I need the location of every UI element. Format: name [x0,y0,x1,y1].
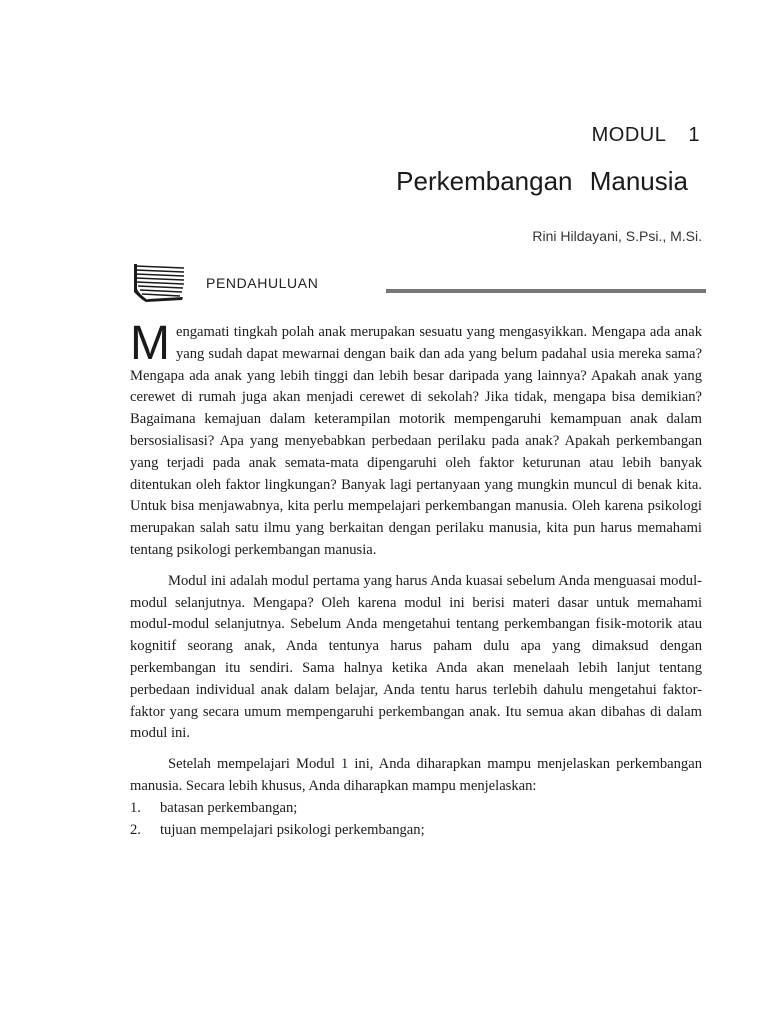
drop-cap: M [130,317,170,370]
list-text: batasan perkembangan; [160,799,298,816]
book-pages-icon [132,262,188,304]
list-text: tujuan mempelajari psikologi perkembangan; [160,821,425,838]
paragraph: Setelah mempelajari Modul 1 ini, Anda diharapkan mampu menjelaskan perkembangan manusia. Secara lebih khusus, Anda diharapkan mampu menjelaskan: [130,756,702,794]
list-number: 1. [130,799,141,816]
intro-text: engamati tingkah polah anak merupakan sesuatu yang mengasyikkan. Mengapa ada anak yang sudah dapat mewarnai dengan baik dan ada yang belum padahal usia mereka sama? Mengapa ada anak yang lebih tinggi dan lebih besar daripada yang lainnya? Apakah anak yang cerewet di rumah juga akan menjadi cerewet di sekolah? Jika tidak, mengapa bisa demikian? Bagaimana kemajuan dalam keterampilan motorik mempengaruhi kemampuan anak dalam bersosialisasi? Apa yang menyebabkan perbedaan perilaku pada anak? Apakah perkembangan yang terjadi pada anak semata-mata dipengaruhi oleh faktor keturunan atau lebih banyak ditentukan oleh faktor lingkungan? Banyak lagi pertanyaan yang mungkin muncul di benak kita. Untuk bisa menjawabnya, kita perlu mempelajari perkembangan manusia. Oleh karena psikologi merupakan salah satu ilmu yang berkaitan dengan perilaku manusia, kita pun harus memahami tentang psikologi perkembangan manusia. [130,324,702,558]
list-number: 2. [130,821,141,838]
module-label [592,124,700,147]
author-line: Rini Hildayani, S.Psi., M.Si. [532,228,702,244]
list-item [130,798,702,820]
section-divider [386,289,706,293]
intro-paragraph [130,317,702,562]
paragraph: Modul ini adalah modul pertama yang harus Anda kuasai sebelum Anda menguasai modul-modul selanjutnya. Mengapa? Oleh karena modul ini berisi materi dasar untuk memahami modul-modul selanjutnya. Sebelum Anda mengetahui tentang perkembangan fisik-motorik atau kognitif seorang anak, Anda tentunya harus paham dulu apa yang dimaksud dengan perkembangan itu sendiri. Sama halnya ketika Anda akan menelaah lebih lanjut tentang perbedaan individual anak dalam belajar, Anda tentu harus terlebih dahulu mengetahui faktor-faktor yang secara umum mempengaruhi perkembangan anak. Itu semua akan dibahas di dalam modul ini. [130,572,702,742]
page-title: Perkembangan Manusia [396,166,688,196]
body-text [130,317,702,841]
objectives-list [130,798,702,842]
module-number: 1 [688,124,700,146]
section-heading: PENDAHULUAN [206,275,319,291]
module-word: MODUL [591,124,667,146]
list-item [130,820,702,842]
